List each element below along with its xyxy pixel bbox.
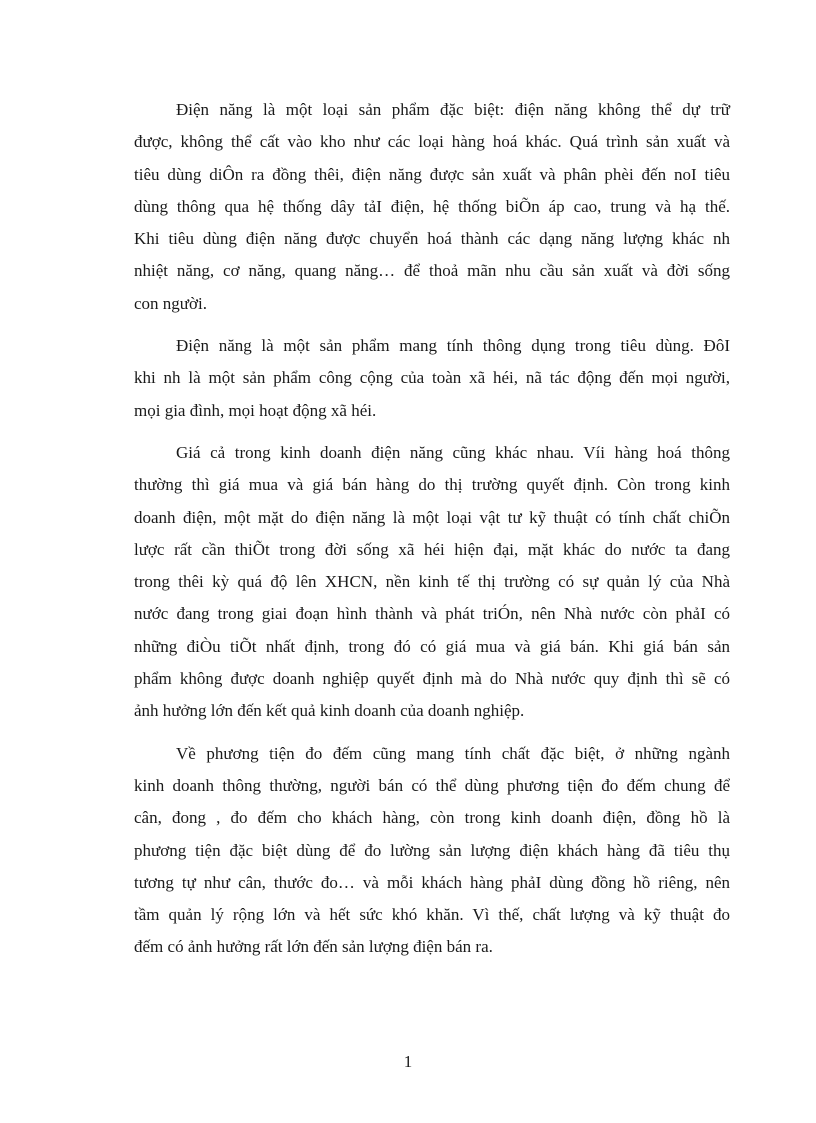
text-line: mọi gia đình, mọi hoạt động xã héi. — [134, 400, 377, 420]
text-line: khi nh là một sản phẩm công cộng của toàn xã héi, nã tác động đến mọi người, — [134, 368, 730, 388]
text-line: Khi tiêu dùng điện năng được chuyển hoá thành các dạng năng lượng khác nh — [134, 229, 730, 249]
document-body — [134, 94, 730, 974]
paragraph-4 — [134, 738, 730, 964]
text-line: Về phương tiện đo đếm cũng mang tính chất đặc biệt, ở những ngành — [176, 743, 730, 763]
text-line: doanh điện, một mặt do điện năng là một loại vật tư kỹ thuật có tính chất chiÕn — [134, 507, 730, 527]
text-line: con người. — [134, 293, 207, 313]
text-line: tiêu dùng diÔn ra đồng thêi, điện năng được sản xuất và phân phèi đến noI tiêu — [134, 164, 730, 184]
text-line: cân, đong , đo đếm cho khách hàng, còn trong kinh doanh điện, đồng hồ là — [134, 808, 730, 828]
paragraph-1 — [134, 94, 730, 320]
paragraph-2 — [134, 330, 730, 427]
text-line: lược rất cần thiÕt trong đời sống xã héi hiện đại, mặt khác do nước ta đang — [134, 539, 730, 559]
text-line: trong thêi kỳ quá độ lên XHCN, nền kinh tế thị trường có sự quản lý của Nhà — [134, 572, 730, 592]
text-line: được, không thể cất vào kho như các loại hàng hoá khác. Quá trình sản xuất và — [134, 132, 730, 152]
text-line: đếm có ảnh hưởng rất lớn đến sản lượng điện bán ra. — [134, 937, 493, 957]
text-line: nhiệt năng, cơ năng, quang năng… để thoả mãn nhu cầu sản xuất và đời sống — [134, 261, 730, 281]
text-line: phẩm không được doanh nghiệp quyết định mà do Nhà nước quy định thì sẽ có — [134, 669, 730, 689]
text-line: những điÒu tiÕt nhất định, trong đó có giá mua và giá bán. Khi giá bán sản — [134, 636, 730, 656]
text-line: kinh doanh thông thường, người bán có thể dùng phương tiện đo đếm chung để — [134, 775, 730, 795]
text-line: Giá cả trong kinh doanh điện năng cũng khác nhau. Víi hàng hoá thông — [176, 442, 730, 462]
text-line: dùng thông qua hệ thống dây tảI điện, hệ thống biÕn áp cao, trung và hạ thế. — [134, 196, 730, 216]
text-line: phương tiện đặc biệt dùng để đo lường sản lượng điện khách hàng đã tiêu thụ — [134, 840, 730, 860]
paragraph-3 — [134, 437, 730, 728]
text-line: thường thì giá mua và giá bán hàng do thị trường quyết định. Còn trong kinh — [134, 475, 730, 495]
text-line: Điện năng là một loại sản phẩm đặc biệt: điện năng không thể dự trữ — [176, 100, 730, 119]
text-line: tương tự như cân, thước đo… và mỗi khách hàng phảI dùng đồng hồ riêng, nên — [134, 872, 730, 892]
text-line: Điện năng là một sản phẩm mang tính thông dụng trong tiêu dùng. ĐôI — [176, 336, 730, 356]
text-line: ảnh hưởng lớn đến kết quả kinh doanh của doanh nghiệp. — [134, 701, 525, 721]
text-line: tầm quản lý rộng lớn và hết sức khó khăn. Vì thế, chất lượng và kỹ thuật đo — [134, 905, 730, 925]
text-line: nước đang trong giai đoạn hình thành và phát triÓn, nên Nhà nước còn phảI có — [134, 604, 730, 624]
page-number: 1 — [403, 1052, 413, 1071]
